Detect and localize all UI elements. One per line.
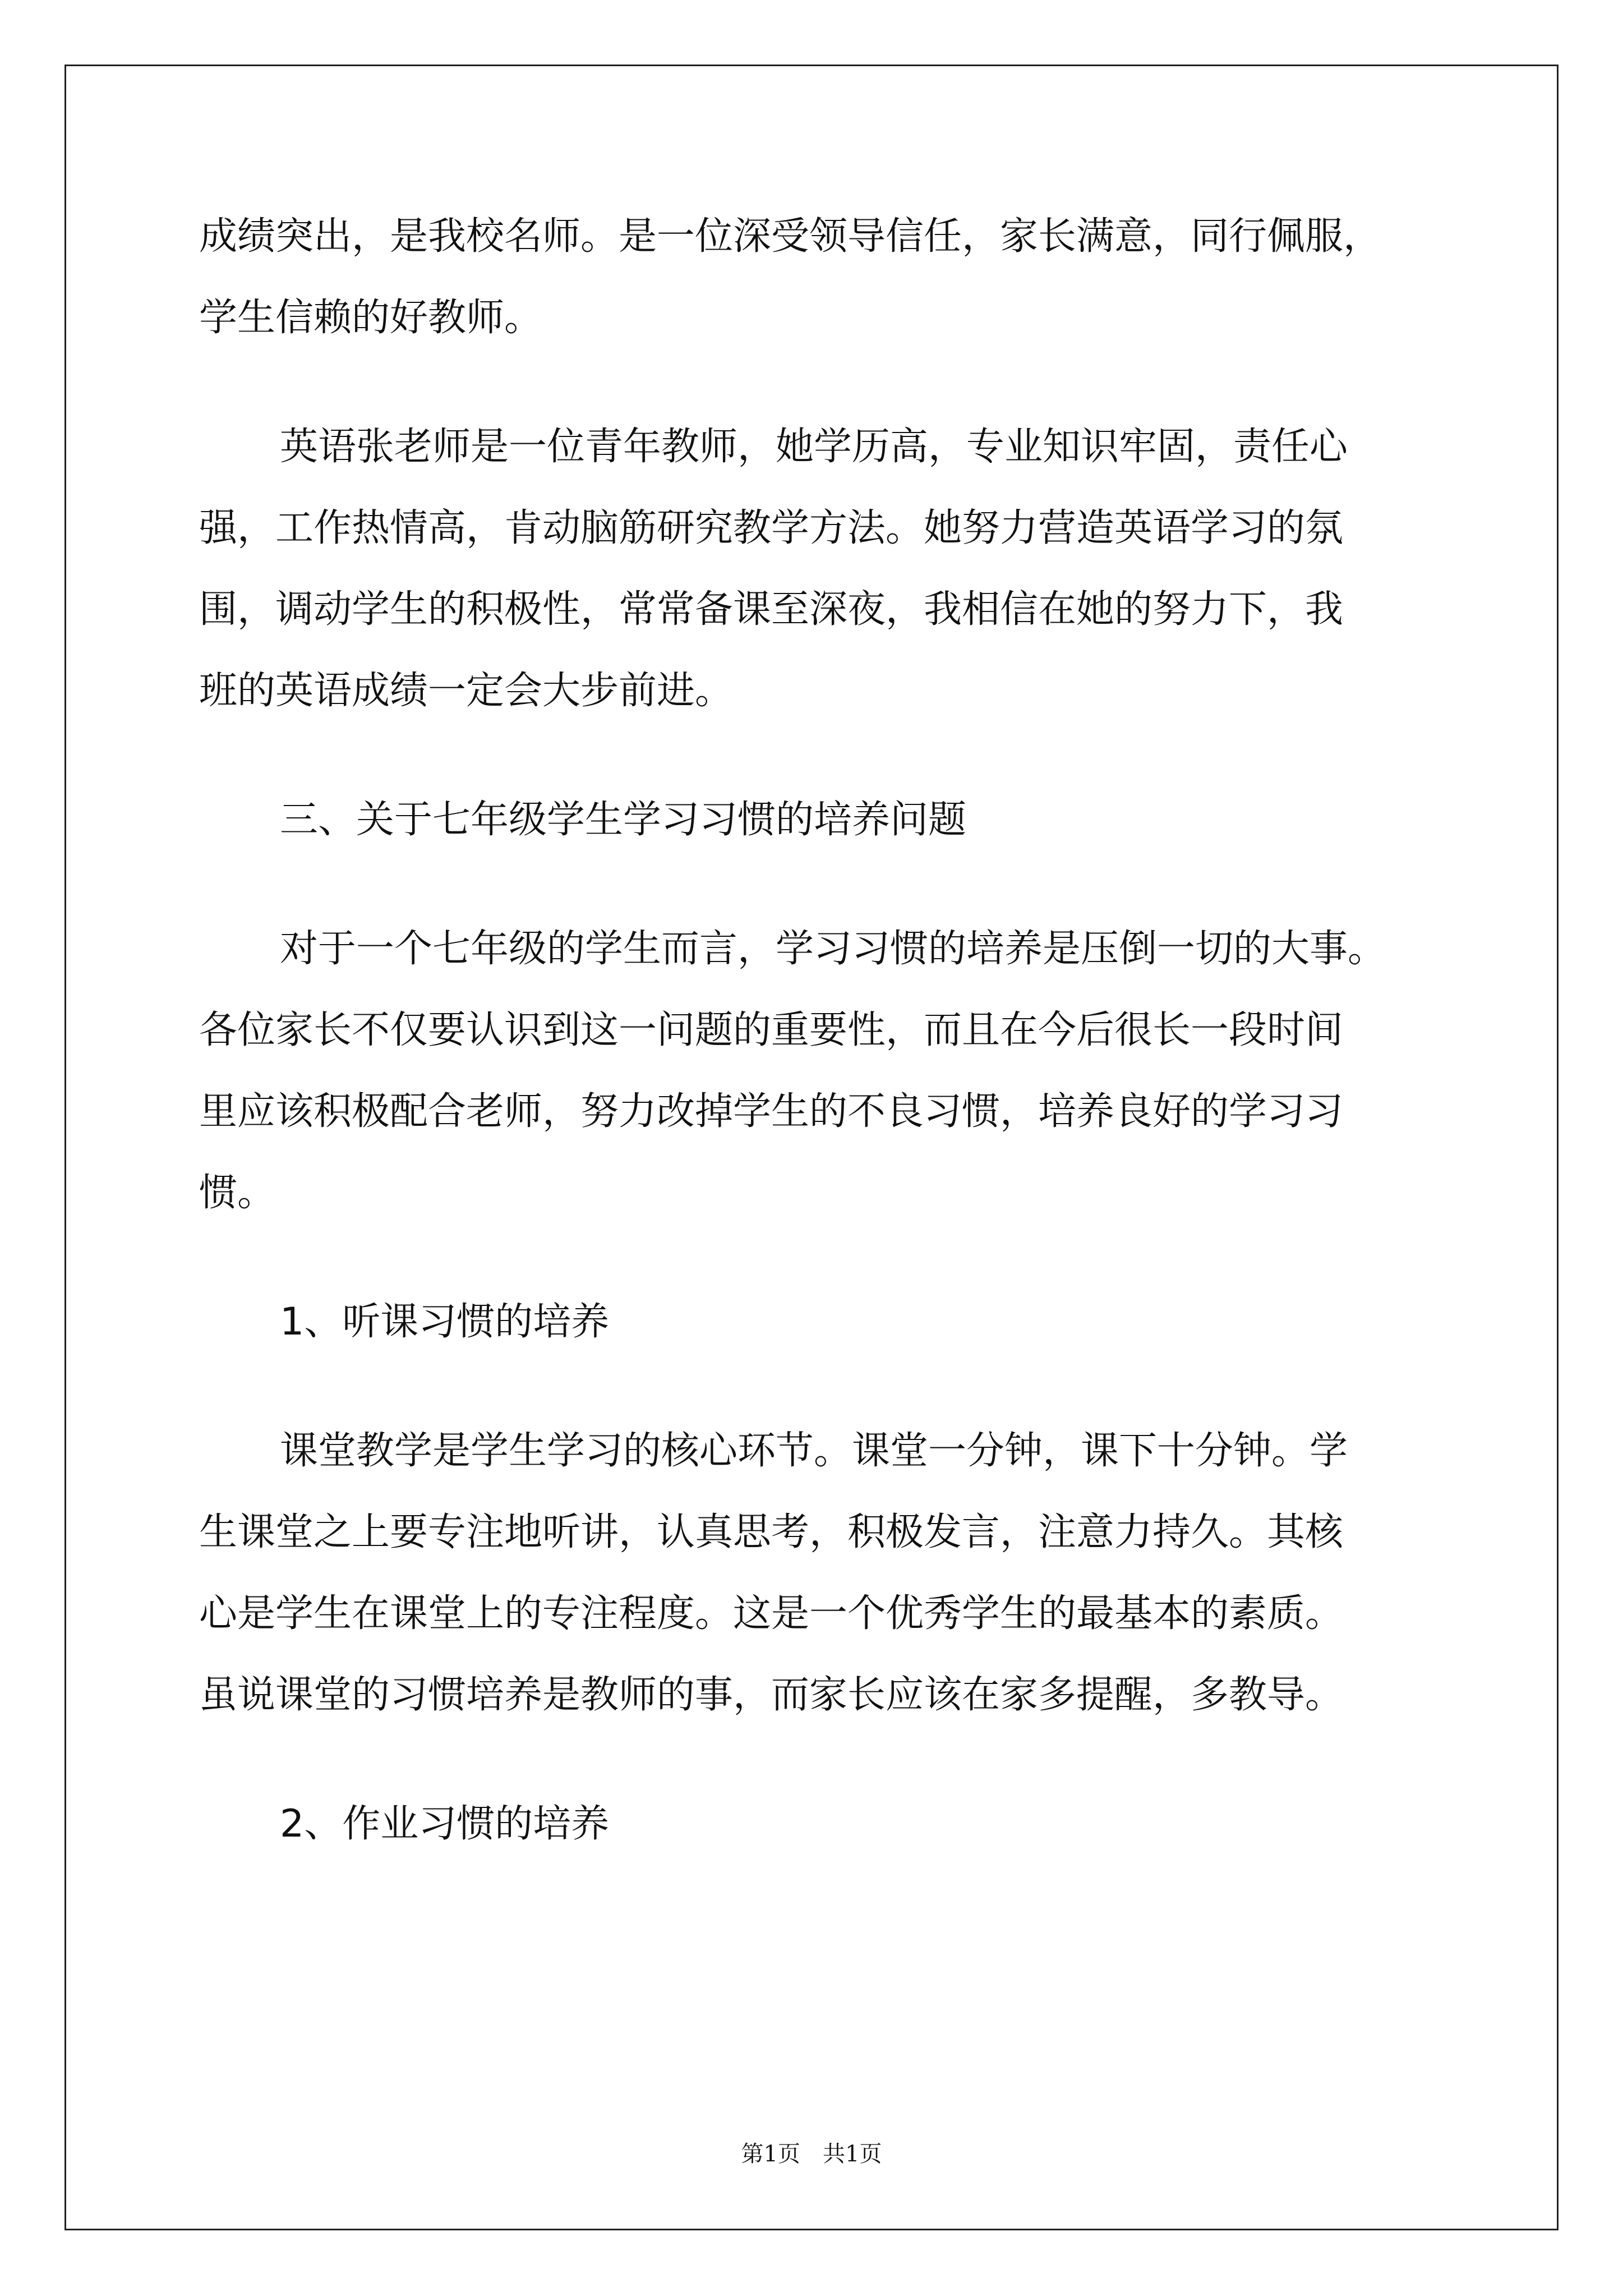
- text-line: 惯。: [199, 1171, 276, 1215]
- text-line: 各位家长不仅要认识到这一问题的重要性，而且在今后很长一段时间: [199, 1008, 1344, 1052]
- text-line: 成绩突出，是我校名师。是一位深受领导信任，家长满意，同行佩服，: [199, 214, 1382, 259]
- text-line: 班的英语成绩一定会大步前进。: [199, 669, 734, 713]
- subsection-heading: 2、作业习惯的培养: [280, 1802, 610, 1846]
- text-line: 围，调动学生的积极性，常常备课至深夜，我相信在她的努力下，我: [199, 587, 1344, 632]
- text-line: 对于一个七年级的学生而言，学习习惯的培养是压倒一切的大事。: [280, 927, 1386, 971]
- text-line: 虽说课堂的习惯培养是教师的事，而家长应该在家多提醒，多教导。: [199, 1673, 1344, 1717]
- text-line: 心是学生在课堂上的专注程度。这是一个优秀学生的最基本的素质。: [199, 1591, 1344, 1636]
- text-line: 强，工作热情高，肯动脑筋研究教学方法。她努力营造英语学习的氛: [199, 506, 1344, 550]
- text-line: 生课堂之上要专注地听讲，认真思考，积极发言，注意力持久。其核: [199, 1510, 1344, 1554]
- text-line: 里应该积极配合老师，努力改掉学生的不良习惯，培养良好的学习习: [199, 1089, 1344, 1134]
- page-border: [64, 65, 1559, 2230]
- text-line: 英语张老师是一位青年教师，她学历高，专业知识牢固，责任心: [280, 425, 1348, 469]
- section-heading: 三、关于七年级学生学习习惯的培养问题: [280, 798, 967, 842]
- subsection-heading: 1、听课习惯的培养: [280, 1300, 610, 1344]
- text-line: 课堂教学是学生学习的核心环节。课堂一分钟，课下十分钟。学: [280, 1429, 1348, 1473]
- page-footer: 第1页 共1页: [741, 2141, 882, 2167]
- text-line: 学生信赖的好教师。: [199, 296, 543, 340]
